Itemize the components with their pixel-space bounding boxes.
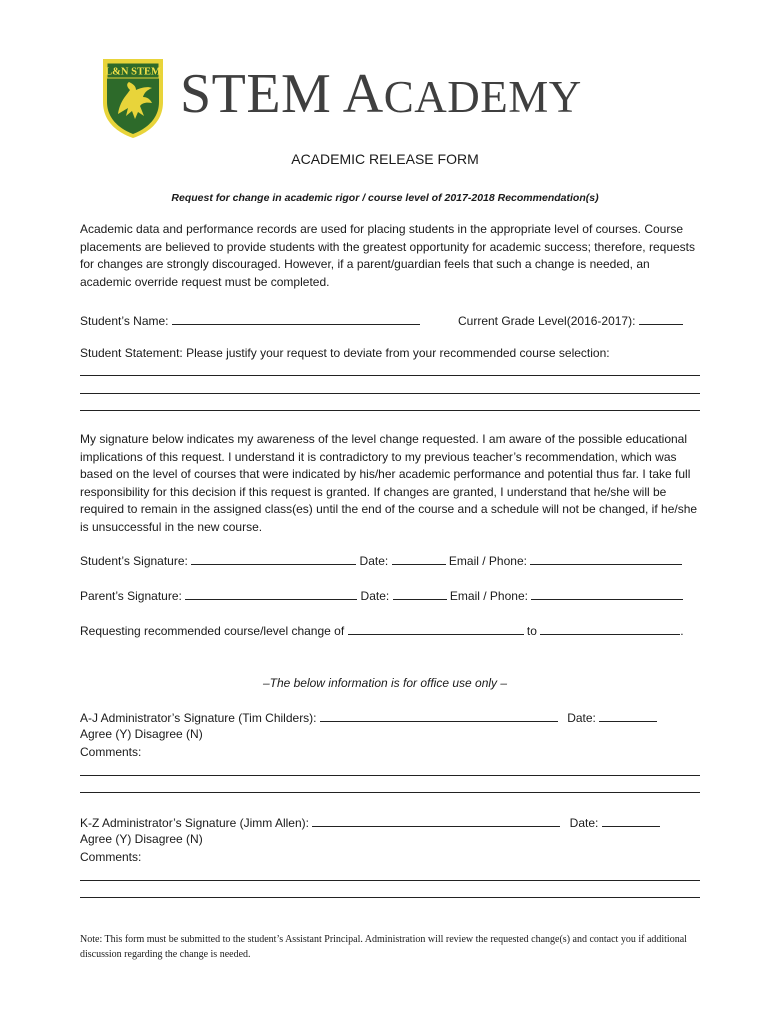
school-crest-logo [100, 56, 166, 140]
grade-level-blank[interactable] [639, 313, 683, 325]
school-name: STEM ACADEMY [180, 63, 582, 125]
parent-date-blank[interactable] [393, 588, 447, 600]
student-signature-blank[interactable] [191, 553, 356, 565]
aj-date-blank[interactable] [599, 710, 657, 722]
submission-note: Note: This form must be submitted to the student’s Assistant Principal. Administration will review the requested change(s) and contact you if additional discussion regarding the change is needed. [80, 934, 687, 960]
aj-admin-signature-blank[interactable] [320, 710, 558, 722]
statement-line[interactable] [80, 375, 700, 376]
kz-admin-signature-blank[interactable] [312, 815, 560, 827]
date-label: Date: [359, 554, 389, 568]
student-email-blank[interactable] [530, 553, 682, 565]
student-date-blank[interactable] [392, 553, 446, 565]
statement-label: Student Statement: Please justify your request to deviate from your recommended course selection: [80, 346, 610, 360]
date-label: Date: [569, 816, 599, 830]
aj-admin-row [80, 710, 700, 725]
kz-comment-line[interactable] [80, 880, 700, 881]
kz-agree-label: Agree (Y) Disagree (N) [80, 832, 203, 846]
form-title: ACADEMIC RELEASE FORM [291, 151, 479, 167]
student-name-blank[interactable] [172, 313, 420, 325]
from-course-blank[interactable] [348, 623, 524, 635]
student-signature-label: Student’s Signature: [80, 554, 188, 568]
aj-agree-label: Agree (Y) Disagree (N) [80, 727, 203, 741]
office-use-heading: –The below information is for office use only – [262, 676, 508, 690]
to-course-blank[interactable] [540, 623, 680, 635]
aj-admin-label: A-J Administrator’s Signature (Tim Childers): [80, 711, 317, 725]
awareness-paragraph: My signature below indicates my awareness of the level change requested. I am aware of the possible educational implications of this request. I understand it is contradictory to my previous teacher’s recommendation, which was based on the level of courses that were indicated by his/her academic performance and potential thus far. I take full responsibility for this decision if this request is granted. If changes are granted, I understand that he/she will be required to remain in the assigned class(es) until the end of the course and a schedule will not be changed, if he/she is unsuccessful in the new course. [80, 432, 698, 534]
kz-date-blank[interactable] [602, 815, 660, 827]
parent-signature-label: Parent’s Signature: [80, 589, 182, 603]
statement-line[interactable] [80, 410, 700, 411]
statement-line[interactable] [80, 393, 700, 394]
kz-comment-line[interactable] [80, 897, 700, 898]
aj-comment-line[interactable] [80, 775, 700, 776]
course-change-row: Requesting recommended course/level change of to . [80, 624, 684, 638]
parent-signature-blank[interactable] [185, 588, 357, 600]
intro-paragraph: Academic data and performance records are used for placing students in the appropriate level of courses. Course placements are believed to provide students with the greatest opportunity for academic success; therefore, requests for changes are strongly discouraged. However, if a parent/guardian feels that such a change is needed, an academic override request must be completed. [80, 222, 695, 289]
svg-text:L&N STEM: L&N STEM [105, 66, 161, 78]
aj-comment-line[interactable] [80, 792, 700, 793]
aj-comments-label: Comments: [80, 745, 142, 759]
parent-email-blank[interactable] [531, 588, 683, 600]
kz-admin-label: K-Z Administrator’s Signature (Jimm Allen): [80, 816, 309, 830]
kz-admin-row [80, 815, 700, 830]
requesting-label: Requesting recommended course/level change of [80, 624, 345, 638]
student-name-label: Student’s Name: [80, 314, 169, 328]
grade-level-label: Current Grade Level(2016-2017): [458, 314, 636, 328]
student-signature-row [80, 553, 700, 568]
date-label: Date: [567, 711, 596, 725]
grade-level-field[interactable] [458, 313, 683, 328]
letterhead [100, 56, 660, 146]
email-phone-label: Email / Phone: [449, 589, 528, 603]
to-label: to [526, 624, 537, 638]
date-label: Date: [360, 589, 390, 603]
parent-signature-row [80, 588, 700, 603]
form-subtitle: Request for change in academic rigor / course level of 2017-2018 Recommendation(s) [171, 192, 599, 204]
email-phone-label: Email / Phone: [448, 554, 527, 568]
kz-comments-label: Comments: [80, 850, 142, 864]
